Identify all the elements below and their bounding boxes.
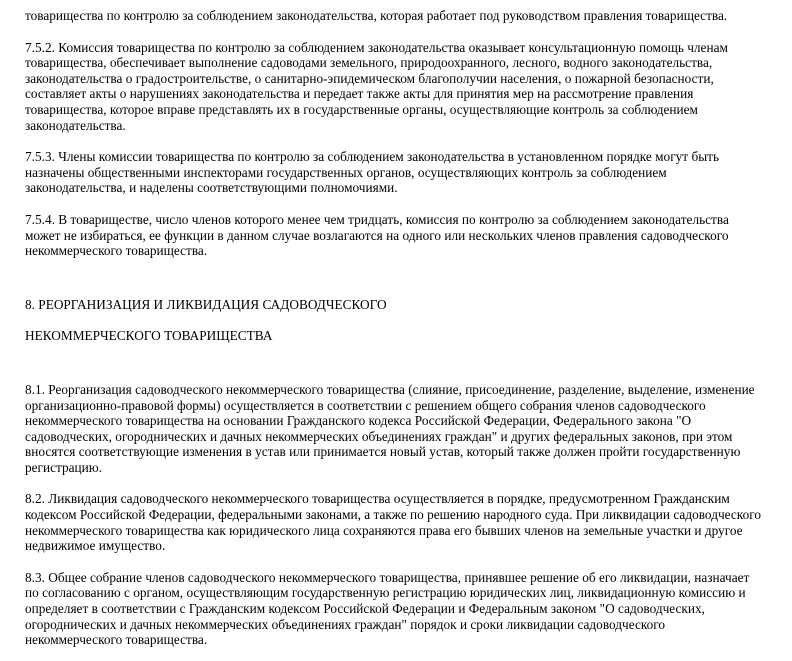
- paragraph-7-5-4: 7.5.4. В товариществе, число членов которого менее чем тридцать, комиссия по контролю за соблюдением законодательства может не избираться, ее функции в данном случае возлагаются на одного или нескольких членов правления садоводческого некоммерческого товарищества.: [25, 211, 729, 259]
- paragraph-8-3: 8.3. Общее собрание членов садоводческого некоммерческого товарищества, принявшее решение об его ликвидации, назначает по согласованию с органом, осуществляющим государственную регистрацию юридических лиц, ликвидационную комиссию и определяет в соответствии с Гражданским кодексом Российской Федерации и Федеральным законом "О садоводческих, огороднических и дачных некоммерческих объединениях граждан" порядок и сроки ликвидации садоводческого некоммерческого товарищества.: [25, 569, 750, 648]
- section-8-heading-line-1: 8. РЕОРГАНИЗАЦИЯ И ЛИКВИДАЦИЯ САДОВОДЧЕСКОГО: [25, 296, 387, 312]
- paragraph-8-1: 8.1. Реорганизация садоводческого некоммерческого товарищества (слияние, присоединение, разделение, выделение, изменение организационно-правовой формы) осуществляется в соответствии с решением общего собрания членов садоводческого некоммерческого товарищества на основании Гражданского кодекса Российской Федерации, Федерального закона "О садоводческих, огороднических и дачных некоммерческих объединениях граждан" и других федеральных законов, при этом вносятся соответствующие изменения в устав или принимается новый устав, который также должен пройти государственную регистрацию.: [25, 381, 755, 475]
- paragraph-7-5-3: 7.5.3. Члены комиссии товарищества по контролю за соблюдением законодательства в установленном порядке могут быть назначены общественными инспекторами государственных органов, осуществляющих контроль за соблюдением законодательства, и наделены соответствующими полномочиями.: [25, 149, 720, 196]
- document-page: [25, 8, 777, 648]
- paragraph-8-2: 8.2. Ликвидация садоводческого некоммерческого товарищества осуществляется в порядке, предусмотренном Гражданским кодексом Российской Федерации, федеральными законами, а также по решению народного суда. При ликвидации садоводческого некоммерческого товарищества как юридического лица сохраняются права его бывших членов на земельные участки и другое недвижимое имущество.: [25, 491, 761, 554]
- paragraph-7-5-2: 7.5.2. Комиссия товарищества по контролю за соблюдением законодательства оказывает консультационную помощь членам товарищества, обеспечивает выполнение садоводами земельного, природоохранного, лесного, водного законодательства, законодательства о градостроительстве, о санитарно-эпидемическом благополучии населения, о пожарной безопасности, составляет акты о нарушениях законодательства и передает также акты для принятия мер на рассмотрение правления товарищества, которое вправе представлять их в государственные органы, осуществляющие контроль за соблюдением законодательства.: [25, 39, 728, 133]
- section-8-heading-line-2: НЕКОММЕРЧЕСКОГО ТОВАРИЩЕСТВА: [25, 328, 273, 344]
- intro-paragraph: товарищества по контролю за соблюдением законодательства, которая работает под руководством правления товарищества.: [25, 8, 728, 23]
